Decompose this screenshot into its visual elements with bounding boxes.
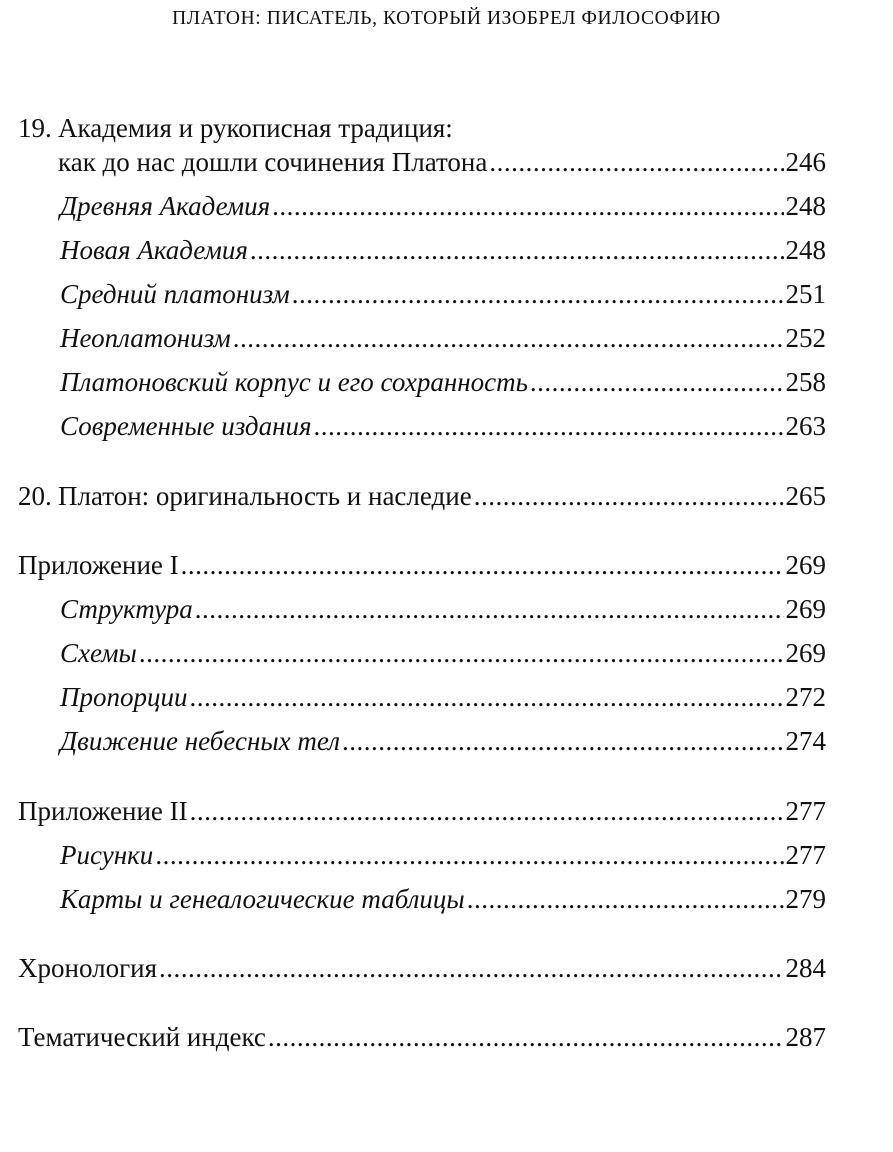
toc-entry[interactable] (60, 318, 826, 358)
toc-entry-appendix-2[interactable] (18, 791, 826, 831)
toc-entry-page: 263 (785, 411, 826, 441)
toc-entry-title: Древняя Академия (60, 191, 271, 221)
toc-entry-page: 265 (785, 481, 826, 511)
toc-entry-title: Новая Академия (60, 235, 248, 265)
toc-entry-title: Приложение I (18, 550, 179, 580)
dot-leader (233, 318, 784, 358)
toc-entry-page: 248 (785, 191, 826, 221)
toc-entry[interactable] (60, 274, 826, 314)
dot-leader (250, 230, 784, 270)
toc-entry-appendix-1[interactable] (18, 545, 826, 585)
toc-entry-title: Карты и генеалогические таблицы (60, 884, 465, 914)
dot-leader (159, 948, 783, 988)
running-head: ПЛАТОН: ПИСАТЕЛЬ, КОТОРЫЙ ИЗОБРЕЛ ФИЛОСОФИЮ (172, 8, 721, 29)
dot-leader (314, 406, 784, 446)
toc-entry-page: 269 (785, 638, 826, 668)
dot-leader (139, 633, 784, 673)
toc-entry[interactable] (60, 633, 826, 673)
toc-entry-title: Современные издания (60, 411, 312, 441)
toc-entry-page: 287 (785, 1022, 826, 1052)
toc-entry-page: 246 (785, 147, 826, 177)
chapter-number: 20. (18, 481, 52, 511)
toc-entry-title: Платоновский корпус и его сохранность (60, 367, 528, 397)
toc-entry[interactable] (60, 879, 826, 919)
dot-leader (268, 1017, 784, 1057)
toc-entry[interactable] (60, 186, 826, 226)
toc-entry[interactable] (60, 721, 826, 761)
toc-entry-index[interactable] (18, 1017, 826, 1057)
toc-entry-page: 274 (785, 726, 826, 756)
toc-entry-title: Рисунки (60, 840, 154, 870)
toc-entry-title: как до нас дошли сочинения Платона (58, 147, 488, 177)
dot-leader (272, 186, 783, 226)
toc-entry-chapter-19[interactable] (58, 142, 826, 182)
toc-entry-page: 269 (785, 550, 826, 580)
dot-leader (489, 142, 783, 182)
toc-entry-title: Пропорции (60, 682, 188, 712)
toc-entry-chapter-20[interactable] (18, 476, 826, 516)
toc-entry-title: Неоплатонизм (60, 323, 231, 353)
dot-leader (190, 677, 784, 717)
toc-entry-title: Схемы (60, 638, 137, 668)
toc-entry[interactable] (60, 835, 826, 875)
toc-entry[interactable] (60, 589, 826, 629)
toc-entry-title: Структура (60, 594, 193, 624)
toc-entry-page: 279 (785, 884, 826, 914)
chapter-title: Академия и рукописная традиция: (58, 113, 453, 143)
toc-entry-page: 277 (785, 796, 826, 826)
toc-entry[interactable] (60, 677, 826, 717)
dot-leader (181, 545, 784, 585)
toc-entry-title: Движение небесных тел (60, 726, 340, 756)
toc-entry-chronology[interactable] (18, 948, 826, 988)
dot-leader (190, 791, 784, 831)
toc-entry[interactable] (60, 406, 826, 446)
toc-entry-page: 258 (785, 367, 826, 397)
toc-entry-title: Тематический индекс (18, 1022, 266, 1052)
toc-entry[interactable] (60, 362, 826, 402)
dot-leader (155, 835, 783, 875)
dot-leader (530, 362, 784, 402)
toc-entry-page: 272 (785, 682, 826, 712)
toc-entry-title: Приложение II (18, 796, 188, 826)
toc-entry-title: Хронология (18, 953, 158, 983)
toc-entry-title: Платон: оригинальность и наследие (58, 481, 472, 511)
dot-leader (467, 879, 784, 919)
dot-leader (195, 589, 784, 629)
toc-entry-page: 248 (785, 235, 826, 265)
toc-entry-page: 284 (785, 953, 826, 983)
toc-entry-title: Средний платонизм (60, 279, 290, 309)
toc-entry-page: 251 (785, 279, 826, 309)
dot-leader (474, 476, 784, 516)
chapter-number: 19. (18, 113, 52, 143)
toc-entry-page: 252 (785, 323, 826, 353)
toc-entry-page: 269 (785, 594, 826, 624)
dot-leader (292, 274, 784, 314)
toc-entry-page: 277 (785, 840, 826, 870)
dot-leader (342, 721, 784, 761)
toc-entry[interactable] (60, 230, 826, 270)
